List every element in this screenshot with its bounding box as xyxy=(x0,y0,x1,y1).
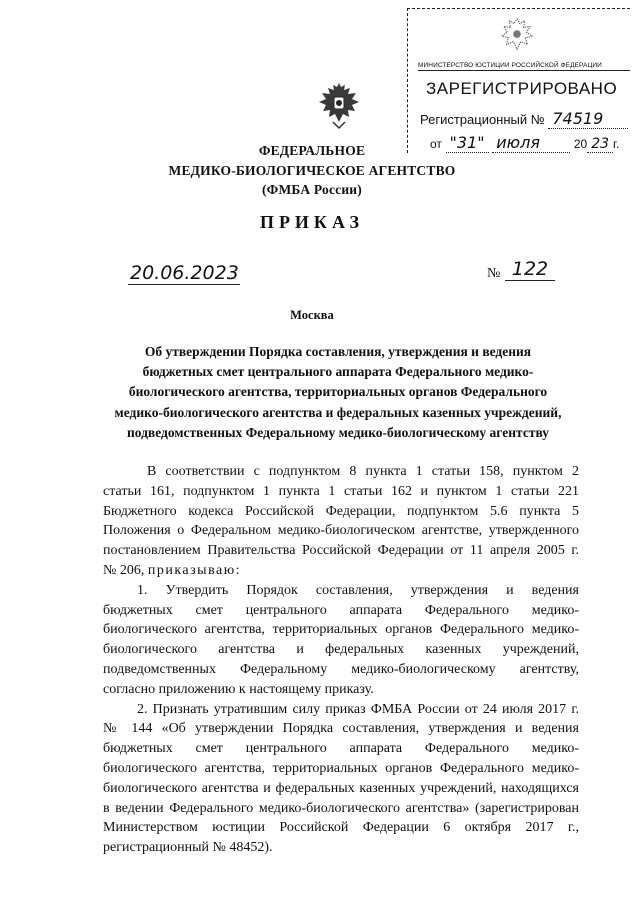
stamp-reg-line xyxy=(420,109,628,129)
stamp-date-prefix: от xyxy=(430,137,442,151)
order-date: 20.06.2023 xyxy=(130,262,239,284)
item2-line: биологического агентства и федеральных казенных учреждений, находящихся xyxy=(103,780,579,796)
preamble-line: постановлением Правительства Российской Федерации от 11 апреля 2005 г. xyxy=(103,543,579,559)
stamp-year-printed: 20 xyxy=(573,137,588,151)
item2-line: биологического агентства, территориальных органов Федерального медико- xyxy=(103,760,579,776)
item1-line: биологического агентства, территориальных органов Федерального медико- xyxy=(103,622,579,638)
stamp-emblem-icon xyxy=(498,15,536,55)
stamp-ministry: МИНИСТЕРСТВО ЮСТИЦИИ РОССИЙСКОЙ ФЕДЕРАЦИИ xyxy=(418,62,630,71)
russian-coat-of-arms-icon xyxy=(316,80,362,132)
item2-line: 2. Признать утратившим силу приказ ФМБА России от 24 июля 2017 г. xyxy=(137,701,579,717)
preamble-line: Бюджетного кодекса Российской Федерации, подпунктом 5.6 пункта 5 xyxy=(103,503,579,519)
preamble-line: статьи 161, подпунктом 1 пункта 1 статьи 162 и пунктом 1 статьи 221 xyxy=(103,483,579,499)
heading-line: медико-биологического агентства и федеральных казенных учреждений, xyxy=(114,404,562,420)
item2-line: № 144 «Об утверждении Порядка составления, утверждения и ведения xyxy=(103,721,579,737)
stamp-year-suffix: г. xyxy=(613,137,620,151)
stamp-date-day: "31" xyxy=(446,133,489,153)
item1-line: бюджетных смет центрального аппарата Федерального медико- xyxy=(103,602,579,618)
order-body xyxy=(103,462,579,858)
preamble-last-prefix: № 206, xyxy=(103,562,145,578)
preamble-line: Положения о Федеральном медико-биологическом агентстве, утвержденного xyxy=(103,523,579,539)
agency-name-line2: МЕДИКО-БИОЛОГИЧЕСКОЕ АГЕНТСТВО xyxy=(168,163,456,178)
preamble-last-line xyxy=(103,561,579,581)
preamble-line: В соответствии с подпунктом 8 пункта 1 статьи 158, пунктом 2 xyxy=(147,464,579,479)
agency-name-line3: (ФМБА России) xyxy=(261,182,362,197)
item1-line: подведомственных Федеральному медико-биологическому агентству, xyxy=(103,661,579,677)
agency-name-line1: ФЕДЕРАЛЬНОЕ xyxy=(258,143,366,158)
item2-line: регистрационный № 48452). xyxy=(103,840,273,856)
heading-line: биологического агентства, территориальных органов Федерального xyxy=(128,384,548,400)
heading-line: Об утверждении Порядка составления, утверждения и ведения xyxy=(144,344,532,359)
heading-line: подведомственных Федеральному медико-биологическому агентству xyxy=(126,424,550,440)
stamp-reg-label: Регистрационный № xyxy=(420,112,545,127)
registration-stamp xyxy=(407,8,630,153)
item2-line: в ведении Федерального медико-биологического агентства» (зарегистрирован xyxy=(103,800,579,816)
stamp-date-month: июля xyxy=(492,133,570,153)
item1-line: согласно приложению к настоящему приказу. xyxy=(103,681,374,697)
item2-line: бюджетных смет центрального аппарата Федерального медико- xyxy=(103,741,579,757)
order-heading xyxy=(103,342,573,443)
item1-line: биологического агентства и федеральных казенных учреждений, xyxy=(103,642,579,658)
stamp-reg-number: 74519 xyxy=(548,109,628,129)
document-type-title: ПРИКАЗ xyxy=(259,212,365,232)
stamp-title: ЗАРЕГИСТРИРОВАНО xyxy=(426,79,618,98)
item1-line: 1. Утвердить Порядок составления, утверждения и ведения xyxy=(137,582,579,598)
heading-line: бюджетных смет центрального аппарата Федерального медико- xyxy=(142,364,534,380)
order-number: 122 xyxy=(505,258,555,281)
stamp-year-written: 23 xyxy=(587,136,613,153)
order-number-sign: № xyxy=(487,266,501,281)
order-word: приказываю: xyxy=(147,562,242,578)
issue-city: Москва xyxy=(290,308,334,322)
item2-line: Министерством юстиции Российской Федерации 6 октября 2017 г., xyxy=(103,820,579,836)
